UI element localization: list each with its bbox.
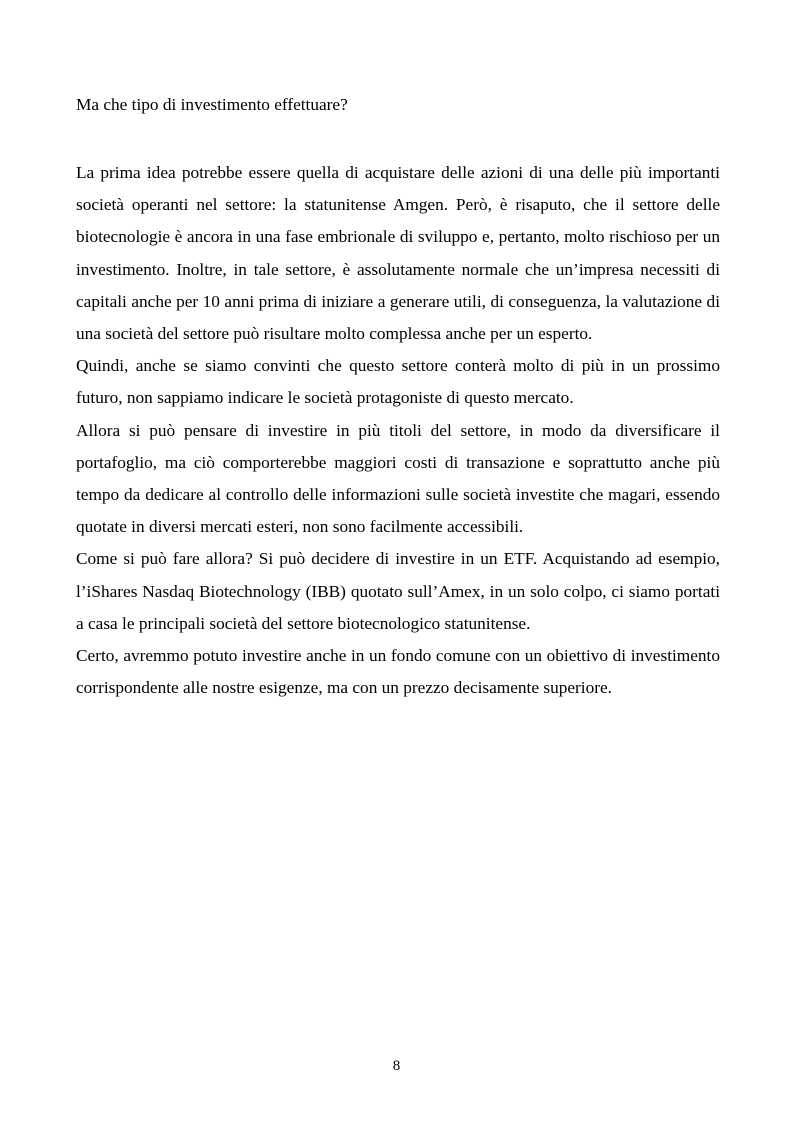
paragraph-5: Certo, avremmo potuto investire anche in un fondo comune con un obiettivo di investimento corrispondente alle nostre esigenze, ma con un prezzo decisamente superiore. — [76, 646, 720, 698]
paragraph-3: Allora si può pensare di investire in più titoli del settore, in modo da diversificare il portafoglio, ma ciò comporterebbe maggiori costi di transazione e soprattutto anche più tempo da dedicare al controllo delle informazioni sulle società investite che magari, essendo quotate in diversi mercati esteri, non sono facilmente accessibili. — [76, 420, 720, 537]
body-text — [76, 157, 720, 704]
paragraph-1: La prima idea potrebbe essere quella di acquistare delle azioni di una delle più importanti società operanti nel settore: la statunitense Amgen. Però, è risaputo, che il settore delle biotecnologie è ancora in una fase embrionale di sviluppo e, pertanto, molto rischioso per un investimento. Inoltre, in tale settore, è assolutamente normale che un’impresa necessiti di capitali anche per 10 anni prima di iniziare a generare utili, di conseguenza, la valutazione di una società del settore può risultare molto complessa anche per un esperto. — [76, 163, 720, 344]
page-number: 8 — [392, 1058, 401, 1074]
section-heading: Ma che tipo di investimento effettuare? — [76, 95, 348, 114]
paragraph-4: Come si può fare allora? Si può decidere di investire in un ETF. Acquistando ad esempio, l’iShares Nasdaq Biotechnology (IBB) quotato sull’Amex, in un solo colpo, ci siamo portati a casa le principali società del settore biotecnologico statunitense. — [76, 549, 720, 633]
paragraph-2: Quindi, anche se siamo convinti che questo settore conterà molto di più in un prossimo futuro, non sappiamo indicare le società protagoniste di questo mercato. — [76, 356, 720, 408]
